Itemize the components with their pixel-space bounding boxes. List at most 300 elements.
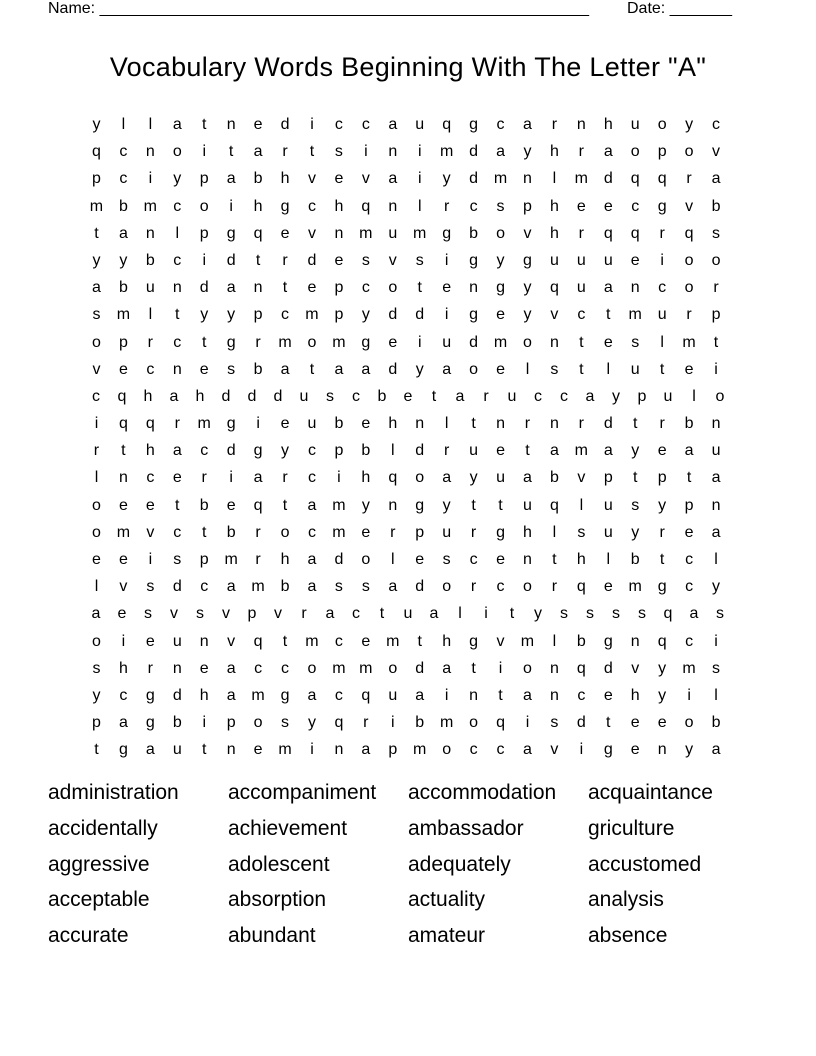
grid-letter: n xyxy=(226,741,236,759)
grid-letter: l xyxy=(121,116,126,133)
grid-letter: y xyxy=(442,170,451,188)
grid-letter: t xyxy=(606,306,611,324)
grid-letter: l xyxy=(714,686,718,704)
grid-letter: a xyxy=(169,387,179,405)
grid-letter: l xyxy=(606,360,611,378)
grid-letter: i xyxy=(525,714,530,732)
grid-letter: s xyxy=(442,551,451,568)
grid-letter: n xyxy=(388,143,398,161)
grid-letter: i xyxy=(444,686,449,704)
grid-row xyxy=(83,494,733,521)
grid-letter: u xyxy=(657,306,667,324)
grid-letter: e xyxy=(415,551,425,568)
grid-letter: o xyxy=(523,578,532,596)
grid-letter: h xyxy=(549,224,559,242)
grid-letter: e xyxy=(496,360,505,378)
grid-letter: t xyxy=(471,496,476,514)
grid-letter: n xyxy=(199,632,209,650)
grid-letter: p xyxy=(684,496,694,514)
grid-letter: e xyxy=(496,306,505,324)
grid-letter: c xyxy=(119,143,128,161)
grid-letter: l xyxy=(552,632,557,650)
grid-letter: y xyxy=(92,686,101,704)
grid-letter: m xyxy=(413,741,427,759)
grid-letter: a xyxy=(496,143,505,161)
grid-letter: p xyxy=(711,306,721,324)
grid-letter: b xyxy=(684,415,694,433)
grid-letter: d xyxy=(273,387,283,405)
grid-letter: e xyxy=(388,333,398,351)
grid-letter: l xyxy=(94,578,99,596)
grid-letter: g xyxy=(496,523,505,541)
grid-letter: h xyxy=(576,551,586,568)
grid-letter: m xyxy=(386,632,400,650)
grid-letter: i xyxy=(687,686,691,704)
grid-letter: m xyxy=(89,197,104,215)
grid-letter: v xyxy=(388,251,397,269)
grid-row xyxy=(83,195,733,222)
grid-letter: q xyxy=(388,469,398,487)
grid-letter: g xyxy=(657,578,667,596)
grid-letter: d xyxy=(388,360,398,378)
grid-letter: s xyxy=(612,605,620,623)
grid-row xyxy=(83,358,733,385)
grid-letter: s xyxy=(415,251,424,269)
grid-letter: e xyxy=(118,496,128,514)
grid-letter: l xyxy=(94,469,99,487)
grid-letter: s xyxy=(281,714,290,732)
grid-letter: a xyxy=(226,686,236,704)
grid-letter: a xyxy=(361,741,371,759)
grid-row xyxy=(83,113,733,140)
grid-letter: a xyxy=(145,741,155,759)
grid-letter: u xyxy=(172,741,182,759)
grid-letter: e xyxy=(199,659,209,677)
grid-row xyxy=(83,385,733,412)
grid-letter: r xyxy=(686,170,692,188)
grid-letter: u xyxy=(549,251,559,269)
grid-letter: t xyxy=(525,442,530,460)
grid-letter: v xyxy=(227,632,236,650)
grid-letter: n xyxy=(657,741,667,759)
grid-letter: r xyxy=(255,523,261,541)
grid-letter: m xyxy=(197,415,211,433)
grid-letter: h xyxy=(549,143,559,161)
grid-letter: c xyxy=(307,469,316,487)
grid-letter: y xyxy=(496,251,505,269)
grid-letter: m xyxy=(332,659,346,677)
grid-letter: a xyxy=(523,741,532,759)
grid-letter: h xyxy=(388,415,398,433)
grid-letter: o xyxy=(253,714,263,732)
grid-letter: r xyxy=(301,605,307,623)
grid-letter: b xyxy=(253,360,263,378)
word-list-item: achievement xyxy=(228,816,348,840)
grid-letter: d xyxy=(576,714,586,732)
grid-letter: r xyxy=(578,143,584,161)
grid-letter: r xyxy=(390,523,396,541)
grid-letter: t xyxy=(498,686,503,704)
grid-letter: n xyxy=(469,279,479,297)
grid-letter: o xyxy=(469,714,479,732)
grid-letter: r xyxy=(363,714,369,732)
grid-letter: i xyxy=(484,605,488,623)
grid-letter: b xyxy=(118,279,128,297)
grid-letter: r xyxy=(201,469,207,487)
grid-letter: c xyxy=(685,578,694,596)
grid-letter: y xyxy=(92,251,101,269)
grid-letter: g xyxy=(523,251,532,269)
grid-letter: e xyxy=(442,279,452,297)
grid-letter: s xyxy=(586,605,594,623)
grid-letter: s xyxy=(326,387,334,405)
grid-letter: g xyxy=(226,224,236,242)
grid-letter: a xyxy=(307,496,317,514)
grid-letter: m xyxy=(305,632,319,650)
grid-letter: c xyxy=(173,251,182,269)
grid-letter: y xyxy=(712,578,721,596)
grid-letter: n xyxy=(145,143,155,161)
grid-letter: v xyxy=(92,360,101,378)
grid-letter: s xyxy=(227,360,236,378)
grid-letter: c xyxy=(469,197,478,215)
grid-letter: u xyxy=(576,251,586,269)
grid-letter: y xyxy=(631,442,640,460)
grid-letter: y xyxy=(658,686,667,704)
grid-letter: t xyxy=(255,251,261,269)
grid-letter: n xyxy=(334,741,344,759)
grid-letter: v xyxy=(577,469,586,487)
grid-letter: m xyxy=(116,306,131,324)
grid-letter: r xyxy=(713,279,719,297)
grid-letter: o xyxy=(684,143,694,161)
grid-letter: c xyxy=(200,578,209,596)
grid-letter: o xyxy=(415,469,425,487)
grid-letter: l xyxy=(175,224,180,242)
grid-letter: d xyxy=(415,306,425,324)
grid-letter: m xyxy=(413,224,427,242)
grid-letter: m xyxy=(224,551,238,568)
grid-row xyxy=(83,630,733,657)
grid-letter: u xyxy=(576,279,586,297)
grid-letter: b xyxy=(172,714,182,732)
grid-letter: i xyxy=(364,143,368,161)
grid-letter: s xyxy=(550,714,559,732)
grid-letter: d xyxy=(603,659,613,677)
grid-letter: u xyxy=(145,279,155,297)
grid-letter: s xyxy=(712,659,721,677)
grid-letter: u xyxy=(523,496,532,514)
grid-letter: m xyxy=(574,442,588,460)
grid-letter: d xyxy=(415,659,425,677)
grid-letter: a xyxy=(307,578,317,596)
grid-letter: p xyxy=(388,741,398,759)
grid-letter: i xyxy=(417,143,422,161)
grid-letter: o xyxy=(523,659,532,677)
grid-letter: b xyxy=(361,442,371,460)
grid-letter: c xyxy=(496,741,505,759)
grid-letter: e xyxy=(496,551,505,568)
grid-letter: r xyxy=(659,415,665,433)
grid-letter: c xyxy=(361,279,370,297)
grid-letter: c xyxy=(334,116,343,133)
grid-letter: i xyxy=(202,251,206,269)
grid-letter: r xyxy=(282,251,288,269)
grid-letter: h xyxy=(442,632,452,650)
grid-letter: a xyxy=(455,387,465,405)
grid-letter: a xyxy=(415,686,425,704)
grid-letter: m xyxy=(332,333,346,351)
grid-letter: b xyxy=(469,224,479,242)
grid-row xyxy=(83,602,733,629)
grid-letter: d xyxy=(388,306,398,324)
grid-letter: q xyxy=(361,197,371,215)
grid-letter: n xyxy=(118,469,128,487)
grid-row xyxy=(83,412,733,439)
word-list-item: adequately xyxy=(408,852,511,876)
grid-row xyxy=(83,140,733,167)
grid-letter: g xyxy=(253,442,263,460)
grid-letter: t xyxy=(498,496,503,514)
grid-letter: t xyxy=(201,333,207,351)
grid-letter: s xyxy=(92,659,101,677)
grid-letter: t xyxy=(431,387,437,405)
word-list-item: accidentally xyxy=(48,816,158,840)
grid-letter: u xyxy=(469,442,479,460)
grid-letter: d xyxy=(247,387,257,405)
grid-letter: i xyxy=(391,714,395,732)
grid-letter: t xyxy=(659,360,665,378)
grid-letter: u xyxy=(442,333,452,351)
grid-letter: c xyxy=(352,387,360,405)
grid-letter: g xyxy=(442,224,452,242)
grid-letter: y xyxy=(227,306,236,324)
grid-letter: p xyxy=(523,197,532,215)
grid-letter: g xyxy=(603,741,613,759)
grid-letter: y xyxy=(361,496,370,514)
grid-letter: y xyxy=(119,251,128,269)
grid-letter: m xyxy=(493,170,508,188)
grid-letter: c xyxy=(469,741,478,759)
grid-letter: t xyxy=(471,659,476,677)
grid-letter: o xyxy=(92,523,101,541)
grid-letter: d xyxy=(172,686,182,704)
grid-letter: u xyxy=(415,116,425,133)
grid-letter: e xyxy=(117,605,127,623)
grid-letter: p xyxy=(199,551,209,568)
grid-letter: e xyxy=(684,523,694,541)
grid-letter: i xyxy=(229,469,233,487)
grid-letter: a xyxy=(603,279,613,297)
grid-letter: r xyxy=(93,442,100,460)
grid-letter: y xyxy=(534,605,542,623)
grid-letter: c xyxy=(200,442,209,460)
grid-letter: a xyxy=(523,469,532,487)
grid-letter: e xyxy=(253,741,263,759)
grid-letter: l xyxy=(660,333,664,351)
grid-letter: u xyxy=(630,360,640,378)
grid-letter: m xyxy=(520,632,535,650)
grid-letter: u xyxy=(496,469,505,487)
grid-letter: l xyxy=(579,496,584,514)
grid-letter: b xyxy=(711,714,721,732)
grid-letter: t xyxy=(282,279,288,297)
grid-letter: t xyxy=(417,279,422,297)
grid-letter: i xyxy=(310,116,314,133)
grid-letter: d xyxy=(603,170,613,188)
grid-letter: u xyxy=(299,387,309,405)
grid-letter: l xyxy=(391,551,395,568)
grid-letter: o xyxy=(199,197,209,215)
grid-letter: a xyxy=(334,360,344,378)
grid-letter: o xyxy=(711,251,721,269)
grid-letter: l xyxy=(148,116,153,133)
grid-letter: g xyxy=(280,686,290,704)
grid-letter: p xyxy=(92,714,101,732)
grid-letter: i xyxy=(202,714,206,732)
grid-letter: v xyxy=(274,605,282,623)
grid-letter: o xyxy=(307,333,317,351)
grid-letter: c xyxy=(254,659,263,677)
grid-letter: i xyxy=(202,143,206,161)
grid-letter: t xyxy=(471,415,476,433)
grid-letter: c xyxy=(334,686,343,704)
grid-letter: n xyxy=(145,224,155,242)
grid-letter: a xyxy=(388,578,398,596)
grid-letter: l xyxy=(552,523,557,541)
grid-letter: e xyxy=(361,523,371,541)
grid-row xyxy=(83,548,733,575)
grid-letter: o xyxy=(630,143,640,161)
grid-letter: o xyxy=(523,333,532,351)
grid-letter: i xyxy=(229,197,233,215)
grid-letter: t xyxy=(686,469,692,487)
grid-letter: d xyxy=(469,333,479,351)
grid-letter: q xyxy=(117,387,127,405)
letter-grid xyxy=(83,113,733,766)
grid-letter: y xyxy=(361,306,370,324)
grid-letter: c xyxy=(577,686,586,704)
grid-letter: q xyxy=(657,170,667,188)
grid-letter: n xyxy=(630,632,640,650)
grid-letter: y xyxy=(415,360,424,378)
grid-letter: c xyxy=(307,442,316,460)
grid-row xyxy=(83,222,733,249)
grid-letter: a xyxy=(226,578,236,596)
grid-letter: i xyxy=(417,170,422,188)
grid-letter: p xyxy=(253,306,263,324)
word-list-item: absorption xyxy=(228,888,327,912)
grid-letter: e xyxy=(603,578,613,596)
grid-letter: i xyxy=(714,360,718,378)
grid-letter: v xyxy=(119,578,128,596)
grid-letter: r xyxy=(551,116,558,133)
grid-letter: t xyxy=(379,605,385,623)
grid-letter: q xyxy=(576,659,586,677)
grid-letter: c xyxy=(307,197,316,215)
grid-letter: b xyxy=(199,496,209,514)
page-title: Vocabulary Words Beginning With The Letter "A" xyxy=(109,52,707,82)
grid-letter: l xyxy=(391,442,395,460)
grid-letter: n xyxy=(172,360,182,378)
grid-letter: q xyxy=(253,496,263,514)
grid-letter: p xyxy=(334,279,344,297)
grid-letter: n xyxy=(226,116,236,133)
grid-letter: c xyxy=(534,387,542,405)
grid-letter: y xyxy=(685,741,694,759)
grid-letter: s xyxy=(92,306,101,324)
grid-letter: o xyxy=(442,741,452,759)
word-list-item: acceptable xyxy=(48,888,150,912)
grid-row xyxy=(83,711,733,738)
grid-letter: o xyxy=(684,714,694,732)
grid-letter: y xyxy=(173,170,182,188)
grid-letter: d xyxy=(221,387,231,405)
grid-letter: u xyxy=(663,387,673,405)
grid-letter: l xyxy=(148,306,153,324)
grid-letter: r xyxy=(483,387,489,405)
grid-letter: u xyxy=(442,523,452,541)
grid-letter: a xyxy=(684,442,694,460)
grid-letter: c xyxy=(496,578,505,596)
header-line xyxy=(48,0,748,22)
grid-letter: l xyxy=(417,197,422,215)
word-list-item: accustomed xyxy=(588,852,702,876)
grid-letter: v xyxy=(170,605,178,623)
grid-letter: c xyxy=(281,306,290,324)
grid-row xyxy=(83,439,733,466)
grid-letter: t xyxy=(579,333,584,351)
grid-letter: a xyxy=(325,605,335,623)
grid-letter: h xyxy=(143,387,153,405)
grid-letter: a xyxy=(172,116,182,133)
grid-letter: i xyxy=(121,632,126,650)
grid-letter: m xyxy=(305,306,319,324)
grid-letter: l xyxy=(458,605,462,623)
grid-letter: s xyxy=(712,224,721,242)
grid-letter: r xyxy=(255,333,261,351)
grid-letter: i xyxy=(256,415,260,433)
grid-letter: o xyxy=(469,360,479,378)
grid-letter: c xyxy=(173,333,182,351)
grid-letter: r xyxy=(282,469,288,487)
grid-letter: g xyxy=(469,251,479,269)
grid-letter: u xyxy=(603,251,613,269)
grid-letter: r xyxy=(470,578,477,596)
grid-letter: t xyxy=(201,116,207,133)
grid-letter: r xyxy=(659,224,665,242)
grid-letter: t xyxy=(121,442,126,460)
grid-letter: a xyxy=(92,279,101,297)
grid-letter: p xyxy=(118,333,128,351)
grid-letter: e xyxy=(630,741,640,759)
grid-letter: b xyxy=(630,551,640,568)
grid-letter: y xyxy=(523,306,532,324)
grid-letter: y xyxy=(658,659,667,677)
grid-letter: m xyxy=(439,143,454,161)
grid-letter: y xyxy=(307,714,316,732)
grid-letter: v xyxy=(712,143,721,161)
grid-letter: q xyxy=(496,714,505,732)
grid-letter: y xyxy=(281,442,290,460)
grid-letter: n xyxy=(469,686,479,704)
grid-letter: c xyxy=(146,469,155,487)
grid-letter: r xyxy=(147,659,153,677)
grid-letter: n xyxy=(630,279,640,297)
grid-letter: h xyxy=(523,523,532,541)
grid-letter: c xyxy=(712,116,721,133)
grid-letter: m xyxy=(116,523,131,541)
